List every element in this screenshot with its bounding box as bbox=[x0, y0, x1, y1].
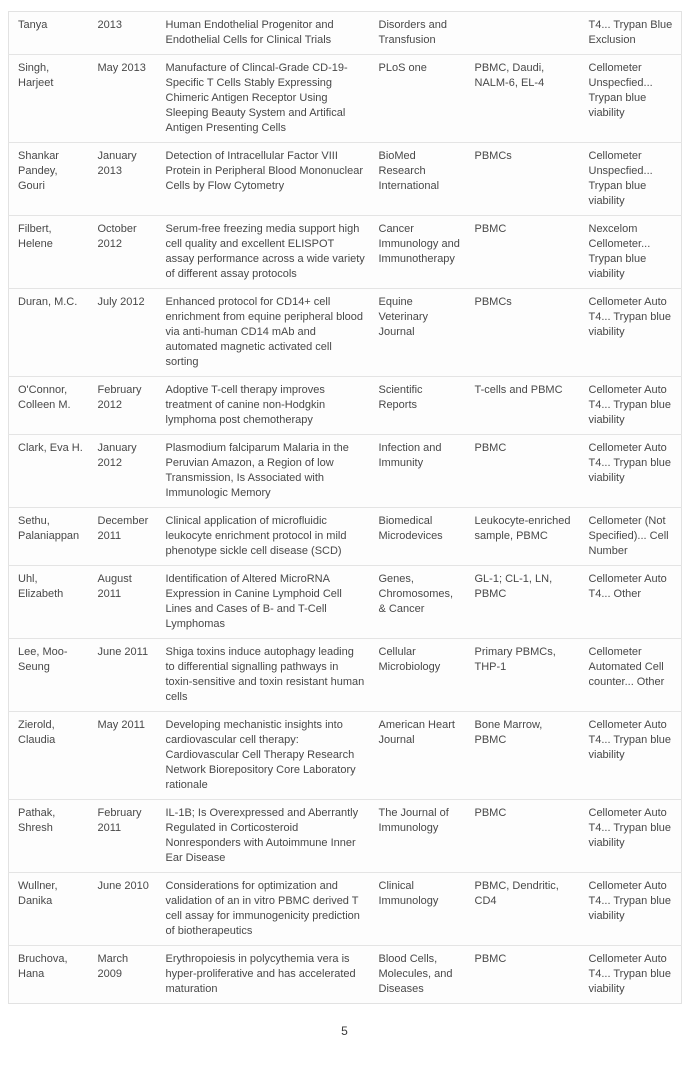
title-cell: Considerations for optimization and validation of an in vitro PBMC derived T cell assay for immunogenicity prediction of biotherapeutics bbox=[157, 873, 370, 946]
sample-cell: Leukocyte-enriched sample, PBMC bbox=[466, 508, 580, 566]
author-cell: Lee, Moo-Seung bbox=[9, 639, 89, 712]
table-row bbox=[9, 289, 682, 377]
method-cell: T4... Trypan Blue Exclusion bbox=[580, 12, 682, 55]
author-cell: Wullner, Danika bbox=[9, 873, 89, 946]
journal-cell: Cellular Microbiology bbox=[370, 639, 466, 712]
author-cell: Filbert, Helene bbox=[9, 216, 89, 289]
table-row bbox=[9, 12, 682, 55]
method-cell: Cellometer Unspecfied... Trypan blue viability bbox=[580, 55, 682, 143]
method-cell: Cellometer (Not Specified)... Cell Number bbox=[580, 508, 682, 566]
journal-cell: Equine Veterinary Journal bbox=[370, 289, 466, 377]
publications-table-body bbox=[9, 12, 682, 1004]
sample-cell: PBMC bbox=[466, 946, 580, 1004]
table-row bbox=[9, 566, 682, 639]
date-cell: May 2013 bbox=[89, 55, 157, 143]
author-cell: Tanya bbox=[9, 12, 89, 55]
sample-cell: PBMC, Daudi, NALM-6, EL-4 bbox=[466, 55, 580, 143]
sample-cell: PBMC bbox=[466, 435, 580, 508]
author-cell: Sethu, Palaniappan bbox=[9, 508, 89, 566]
author-cell: O'Connor, Colleen M. bbox=[9, 377, 89, 435]
title-cell: Detection of Intracellular Factor VIII Protein in Peripheral Blood Mononuclear Cells by Flow Cytometry bbox=[157, 143, 370, 216]
table-row bbox=[9, 639, 682, 712]
title-cell: Human Endothelial Progenitor and Endothelial Cells for Clinical Trials bbox=[157, 12, 370, 55]
author-cell: Shankar Pandey, Gouri bbox=[9, 143, 89, 216]
journal-cell: Genes, Chromosomes, & Cancer bbox=[370, 566, 466, 639]
date-cell: March 2009 bbox=[89, 946, 157, 1004]
date-cell: January 2012 bbox=[89, 435, 157, 508]
journal-cell: American Heart Journal bbox=[370, 712, 466, 800]
method-cell: Nexcelom Cellometer... Trypan blue viability bbox=[580, 216, 682, 289]
method-cell: Cellometer Auto T4... Trypan blue viability bbox=[580, 946, 682, 1004]
title-cell: Shiga toxins induce autophagy leading to differential signalling pathways in toxin-sensitive and toxin resistant human cells bbox=[157, 639, 370, 712]
method-cell: Cellometer Unspecfied... Trypan blue viability bbox=[580, 143, 682, 216]
title-cell: Developing mechanistic insights into cardiovascular cell therapy: Cardiovascular Cell Therapy Research Network Biorepository Core Laboratory rationale bbox=[157, 712, 370, 800]
author-cell: Bruchova, Hana bbox=[9, 946, 89, 1004]
sample-cell: T-cells and PBMC bbox=[466, 377, 580, 435]
method-cell: Cellometer Auto T4... Trypan blue viability bbox=[580, 435, 682, 508]
date-cell: August 2011 bbox=[89, 566, 157, 639]
journal-cell: Clinical Immunology bbox=[370, 873, 466, 946]
method-cell: Cellometer Auto T4... Trypan blue viability bbox=[580, 712, 682, 800]
date-cell: February 2012 bbox=[89, 377, 157, 435]
method-cell: Cellometer Auto T4... Trypan blue viability bbox=[580, 377, 682, 435]
table-row bbox=[9, 143, 682, 216]
table-row bbox=[9, 800, 682, 873]
date-cell: July 2012 bbox=[89, 289, 157, 377]
date-cell: June 2011 bbox=[89, 639, 157, 712]
title-cell: Manufacture of Clincal-Grade CD-19-Specific T Cells Stably Expressing Chimeric Antigen Receptor Using Sleeping Beauty System and Artifical Antigen Presenting Cells bbox=[157, 55, 370, 143]
table-row bbox=[9, 712, 682, 800]
journal-cell: Blood Cells, Molecules, and Diseases bbox=[370, 946, 466, 1004]
author-cell: Clark, Eva H. bbox=[9, 435, 89, 508]
method-cell: Cellometer Auto T4... Other bbox=[580, 566, 682, 639]
journal-cell: The Journal of Immunology bbox=[370, 800, 466, 873]
sample-cell: Primary PBMCs, THP-1 bbox=[466, 639, 580, 712]
table-row bbox=[9, 508, 682, 566]
sample-cell: PBMC, Dendritic, CD4 bbox=[466, 873, 580, 946]
table-row bbox=[9, 55, 682, 143]
journal-cell: Infection and Immunity bbox=[370, 435, 466, 508]
title-cell: Identification of Altered MicroRNA Expression in Canine Lymphoid Cell Lines and Cases of B- and T-Cell Lymphomas bbox=[157, 566, 370, 639]
title-cell: Enhanced protocol for CD14+ cell enrichment from equine peripheral blood via anti-human CD14 mAb and automated magnetic activated cell sorting bbox=[157, 289, 370, 377]
title-cell: Clinical application of microfluidic leukocyte enrichment protocol in mild phenotype sickle cell disease (SCD) bbox=[157, 508, 370, 566]
date-cell: February 2011 bbox=[89, 800, 157, 873]
journal-cell: Scientific Reports bbox=[370, 377, 466, 435]
date-cell: 2013 bbox=[89, 12, 157, 55]
method-cell: Cellometer Auto T4... Trypan blue viability bbox=[580, 873, 682, 946]
date-cell: January 2013 bbox=[89, 143, 157, 216]
sample-cell: Bone Marrow, PBMC bbox=[466, 712, 580, 800]
table-row bbox=[9, 873, 682, 946]
method-cell: Cellometer Automated Cell counter... Other bbox=[580, 639, 682, 712]
table-row bbox=[9, 216, 682, 289]
table-row bbox=[9, 435, 682, 508]
table-row bbox=[9, 946, 682, 1004]
date-cell: May 2011 bbox=[89, 712, 157, 800]
sample-cell bbox=[466, 12, 580, 55]
title-cell: IL-1B; Is Overexpressed and Aberrantly Regulated in Corticosteroid Nonresponders with Autoimmune Inner Ear Disease bbox=[157, 800, 370, 873]
document-page bbox=[0, 11, 700, 1066]
author-cell: Pathak, Shresh bbox=[9, 800, 89, 873]
title-cell: Erythropoiesis in polycythemia vera is hyper-proliferative and has accelerated maturation bbox=[157, 946, 370, 1004]
method-cell: Cellometer Auto T4... Trypan blue viability bbox=[580, 800, 682, 873]
journal-cell: BioMed Research International bbox=[370, 143, 466, 216]
sample-cell: PBMCs bbox=[466, 143, 580, 216]
author-cell: Duran, M.C. bbox=[9, 289, 89, 377]
page-number: 5 bbox=[341, 1024, 348, 1038]
author-cell: Uhl, Elizabeth bbox=[9, 566, 89, 639]
title-cell: Serum-free freezing media support high cell quality and excellent ELISPOT assay performance across a wide variety of different assay protocols bbox=[157, 216, 370, 289]
publications-table bbox=[8, 11, 682, 1004]
date-cell: December 2011 bbox=[89, 508, 157, 566]
journal-cell: Cancer Immunology and Immunotherapy bbox=[370, 216, 466, 289]
sample-cell: PBMCs bbox=[466, 289, 580, 377]
table-row bbox=[9, 377, 682, 435]
journal-cell: PLoS one bbox=[370, 55, 466, 143]
journal-cell: Biomedical Microdevices bbox=[370, 508, 466, 566]
date-cell: October 2012 bbox=[89, 216, 157, 289]
title-cell: Adoptive T-cell therapy improves treatment of canine non-Hodgkin lymphoma post chemotherapy bbox=[157, 377, 370, 435]
sample-cell: PBMC bbox=[466, 216, 580, 289]
author-cell: Singh, Harjeet bbox=[9, 55, 89, 143]
title-cell: Plasmodium falciparum Malaria in the Peruvian Amazon, a Region of low Transmission, Is Associated with Immunologic Memory bbox=[157, 435, 370, 508]
sample-cell: GL-1; CL-1, LN, PBMC bbox=[466, 566, 580, 639]
sample-cell: PBMC bbox=[466, 800, 580, 873]
method-cell: Cellometer Auto T4... Trypan blue viability bbox=[580, 289, 682, 377]
journal-cell: Disorders and Transfusion bbox=[370, 12, 466, 55]
author-cell: Zierold, Claudia bbox=[9, 712, 89, 800]
date-cell: June 2010 bbox=[89, 873, 157, 946]
